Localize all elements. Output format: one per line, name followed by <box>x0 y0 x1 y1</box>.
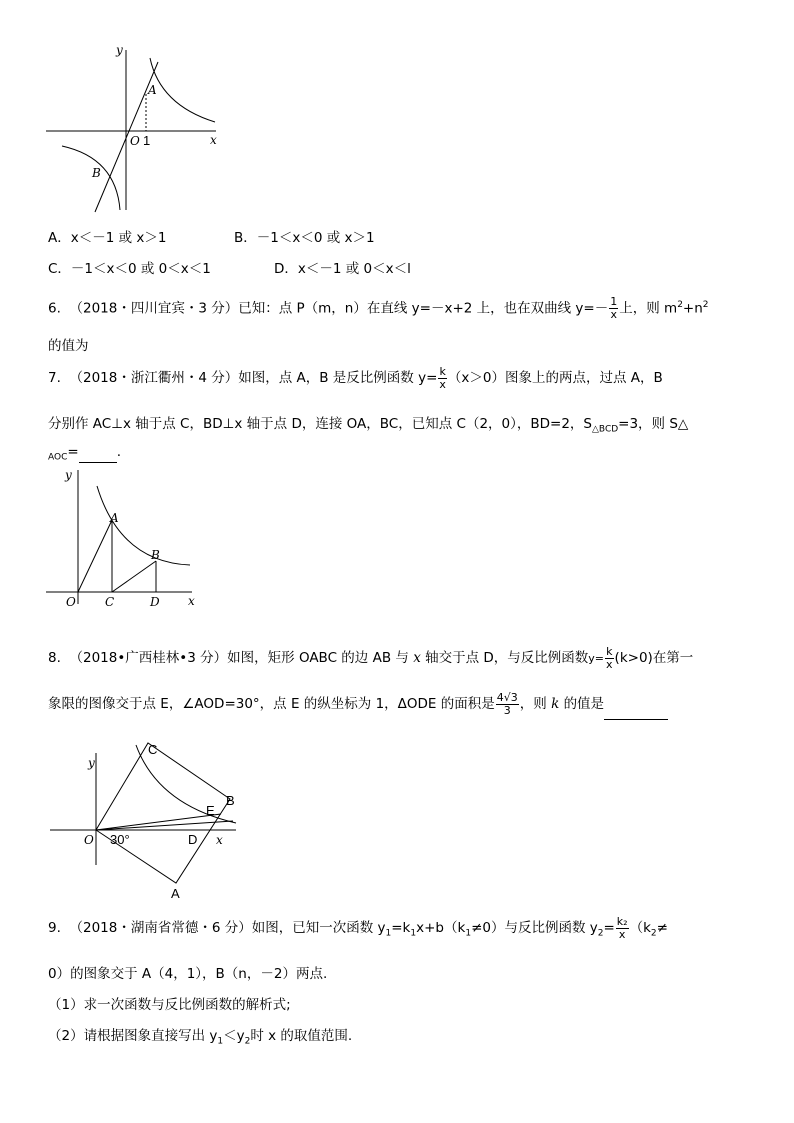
q9-sub1: （1）求一次函数与反比例函数的解析式; <box>48 997 291 1013</box>
q9-sub2: （2）请根据图象直接写出 $y_1<y_2$时 x 的取值范围. <box>48 1028 353 1047</box>
q9-number: 9. <box>48 920 61 936</box>
q6-line1: 6. （2018・四川宜宾・3 分）已知：点 P（m，n）在直线 y=－x+2 上，也在双曲线 y=－ $\frac{1}{x}$ 上，则 $m^2+n^2$ <box>48 295 709 321</box>
fig3-label-b: B <box>226 793 235 808</box>
fig2-label-o: O <box>66 595 76 609</box>
q8-answer-blank <box>604 699 668 720</box>
fig2-label-c: C <box>105 595 115 609</box>
hyperbola-third-quadrant <box>62 146 120 210</box>
q9-line2: 0）的图象交于 A（4，1），B（n，－2）两点. <box>48 966 328 982</box>
fig3-label-a: A <box>171 886 180 901</box>
fig1-label-y: y <box>116 43 123 57</box>
fig3-label-y: y <box>88 756 95 770</box>
q7-line2: 分别作 AC⊥x 轴于点 C，BD⊥x 轴于点 D，连接 OA，BC，已知点 C（2，0），BD=2，$S_{\triangle BCD}=3$，则 S△ <box>48 416 689 435</box>
fig2-label-d: D <box>150 595 160 609</box>
q9-fraction: $\frac{\text{k₂}}{x}$ <box>616 914 628 941</box>
q8-area-fraction: $\frac{4√3}{3}$ <box>496 690 518 717</box>
segment-oe <box>96 814 221 830</box>
q7-line3: $_{AOC}$= . <box>48 444 121 463</box>
hyperbola-first-quadrant <box>150 58 215 122</box>
q7-fraction: $\frac{k}{x}$ <box>439 364 446 391</box>
q5-option-a: A．x＜－1 或 x＞1 <box>48 230 167 246</box>
q5-option-c: C．－1＜x＜0 或 0＜x＜1 <box>48 261 211 277</box>
fig1-label-o: O <box>130 134 140 148</box>
q7-answer-blank <box>79 450 117 463</box>
q6-number: 6. <box>48 300 61 317</box>
q5-option-b: B．－1＜x＜0 或 x＞1 <box>234 230 375 246</box>
fig2-label-y: y <box>65 468 72 482</box>
fig1-label-a: A <box>148 83 157 97</box>
q9-line1: 9. （2018・湖南省常德・6 分）如图，已知一次函数 $y_1=k_1x+b(k_1\ne 0)$与反比例函数 $y_2=$ $\frac{\text{k₂}}{x}$ （$k_2\ne$ <box>48 914 668 941</box>
fig3-label-o: O <box>84 833 94 847</box>
segment-cb <box>112 561 156 592</box>
fig1-label-x: x <box>210 133 217 147</box>
fig2-label-a: A <box>110 511 119 525</box>
q7-number: 7. <box>48 370 61 386</box>
fig1-label-1: 1 <box>143 133 151 148</box>
figure-1-graph <box>40 40 240 220</box>
q7-line1: 7. （2018・浙江衢州・4 分）如图，点 A，B 是反比例函数 y= $\frac{k}{x}$ （x＞0）图象上的两点，过点 A，B <box>48 364 663 391</box>
q8-line2: 象限的图像交于点 E，∠AOD=30°，点 E 的纵坐标为 1，ΔODE 的面积是 $\frac{4√3}{3}$ ，则 k 的值是 <box>48 688 668 720</box>
fig1-label-b: B <box>92 166 101 180</box>
fig2-label-x: x <box>188 594 195 608</box>
q8-line1: 8. （2018•广西桂林•3 分）如图，矩形 OABC 的边 AB 与 x 轴交于点 D，与反比例函数y= $\frac{k}{x}$ (k>0)在第一 <box>48 644 694 671</box>
q8-number: 8. <box>48 650 61 666</box>
fig3-label-d: D <box>188 832 198 847</box>
q6-text-2: 上，则 m <box>619 300 678 317</box>
figure-3-graph <box>40 735 260 905</box>
fig3-label-c: C <box>148 742 158 757</box>
q8-fraction: $\frac{k}{x}$ <box>606 644 613 671</box>
hyperbola-curve <box>97 486 190 565</box>
fig2-label-b: B <box>151 548 160 562</box>
fig3-label-e: E <box>206 803 215 818</box>
q6-line2: 的值为 <box>48 338 89 354</box>
q5-option-d: D．x＜－1 或 0＜x＜l <box>274 261 411 277</box>
fig3-label-x: x <box>216 833 223 847</box>
fig3-angle-label: 30° <box>110 832 130 847</box>
figure-2-graph <box>40 462 210 612</box>
segment-oa <box>78 520 112 592</box>
q6-text-1: （2018・四川宜宾・3 分）已知：点 P（m，n）在直线 y=－x+2 上，也在双曲线 y=－ <box>69 300 609 317</box>
q6-fraction: $\frac{1}{x}$ <box>610 295 618 321</box>
